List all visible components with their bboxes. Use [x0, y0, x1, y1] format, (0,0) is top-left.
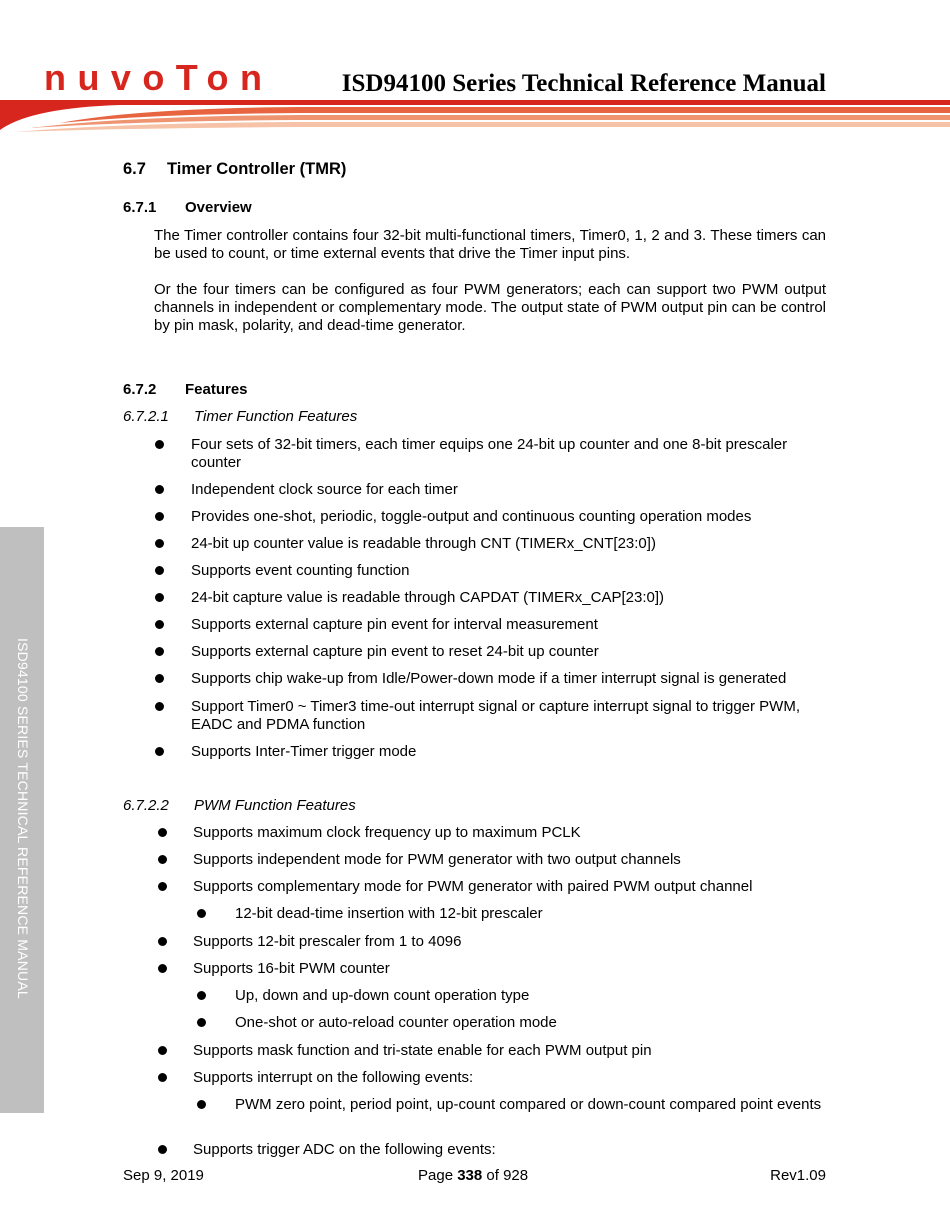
list-item: 24-bit capture value is readable through CAPDAT (TIMERx_CAP[23:0])	[191, 589, 664, 606]
bullet-icon	[155, 647, 164, 656]
pwm-features-title: PWM Function Features	[194, 797, 356, 814]
bullet-icon	[158, 937, 167, 946]
list-item: Supports trigger ADC on the following events:	[193, 1141, 496, 1158]
list-item: Independent clock source for each timer	[191, 481, 458, 498]
bullet-icon	[155, 539, 164, 548]
bullet-icon	[158, 964, 167, 973]
page-prefix: Page	[418, 1167, 458, 1184]
sidebar-label: ISD94100 SERIES TECHNICAL REFERENCE MANUAL	[15, 638, 31, 999]
bullet-icon	[158, 1145, 167, 1154]
bullet-icon	[155, 702, 164, 711]
bullet-icon	[197, 1100, 206, 1109]
list-item: Support Timer0 ~ Timer3 time-out interrupt signal or capture interrupt signal to trigger PWM, EADC and PDMA function	[191, 698, 801, 733]
section-title: Timer Controller (TMR)	[167, 160, 347, 178]
nuvoton-logo	[44, 60, 266, 96]
list-item: Supports independent mode for PWM generator with two output channels	[193, 851, 681, 868]
bullet-icon	[155, 440, 164, 449]
bullet-icon	[197, 909, 206, 918]
sub-list-item: One-shot or auto-reload counter operation mode	[235, 1014, 557, 1031]
list-item: Supports event counting function	[191, 562, 410, 579]
bullet-icon	[155, 485, 164, 494]
header-band	[0, 96, 950, 136]
overview-paragraph-2: Or the four timers can be configured as four PWM generators; each can support two PWM output channels in independent or complementary mode. The output state of PWM output pin can be control by pin mask, polarity, and dead-time generator.	[154, 281, 826, 334]
footer-date: Sep 9, 2019	[123, 1167, 204, 1184]
list-item: Supports 16-bit PWM counter	[193, 960, 390, 977]
list-item: Supports complementary mode for PWM generator with paired PWM output channel	[193, 878, 753, 895]
list-item: Supports interrupt on the following events:	[193, 1069, 474, 1086]
overview-title: Overview	[185, 199, 252, 216]
bullet-icon	[155, 747, 164, 756]
page-suffix: of 928	[482, 1167, 529, 1184]
footer-revision: Rev1.09	[770, 1167, 826, 1184]
bullet-icon	[158, 1073, 167, 1082]
document-title: ISD94100 Series Technical Reference Manual	[341, 70, 826, 97]
bullet-icon	[158, 855, 167, 864]
timer-features-title: Timer Function Features	[194, 408, 358, 425]
overview-paragraph-1: The Timer controller contains four 32-bit multi-functional timers, Timer0, 1, 2 and 3. These timers can be used to count, or time external events that drive the Timer input pins.	[154, 227, 826, 262]
section-number: 6.7	[123, 160, 146, 178]
bullet-icon	[158, 1046, 167, 1055]
list-item: Supports chip wake-up from Idle/Power-down mode if a timer interrupt signal is generated	[191, 670, 787, 687]
list-item: Supports external capture pin event for interval measurement	[191, 616, 598, 633]
bullet-icon	[155, 620, 164, 629]
bullet-icon	[155, 512, 164, 521]
bullet-icon	[155, 674, 164, 683]
list-item: Supports mask function and tri-state enable for each PWM output pin	[193, 1042, 652, 1059]
bullet-icon	[197, 1018, 206, 1027]
bullet-icon	[158, 882, 167, 891]
list-item: Provides one-shot, periodic, toggle-output and continuous counting operation modes	[191, 508, 752, 525]
sub-list-item: 12-bit dead-time insertion with 12-bit prescaler	[235, 905, 543, 922]
sub-list-item: Up, down and up-down count operation type	[235, 987, 530, 1004]
list-item: 24-bit up counter value is readable through CNT (TIMERx_CNT[23:0])	[191, 535, 656, 552]
features-number: 6.7.2	[123, 381, 157, 398]
features-title: Features	[185, 381, 248, 398]
list-item: Supports 12-bit prescaler from 1 to 4096	[193, 933, 462, 950]
pwm-features-number: 6.7.2.2	[123, 797, 169, 814]
bullet-icon	[155, 593, 164, 602]
list-item: Supports maximum clock frequency up to maximum PCLK	[193, 824, 581, 841]
bullet-icon	[155, 566, 164, 575]
timer-features-number: 6.7.2.1	[123, 408, 169, 425]
bullet-icon	[197, 991, 206, 1000]
svg-text:nuvoTon: nuvoTon	[44, 60, 264, 96]
list-item: Four sets of 32-bit timers, each timer equips one 24-bit up counter and one 8-bit prescaler counter	[191, 436, 788, 471]
list-item: Supports external capture pin event to reset 24-bit up counter	[191, 643, 599, 660]
sub-list-item: PWM zero point, period point, up-count compared or down-count compared point events	[235, 1096, 822, 1113]
bullet-icon	[158, 828, 167, 837]
page-number: 338	[457, 1167, 483, 1184]
footer-page	[418, 1167, 528, 1184]
overview-number: 6.7.1	[123, 199, 157, 216]
list-item: Supports Inter-Timer trigger mode	[191, 743, 417, 760]
